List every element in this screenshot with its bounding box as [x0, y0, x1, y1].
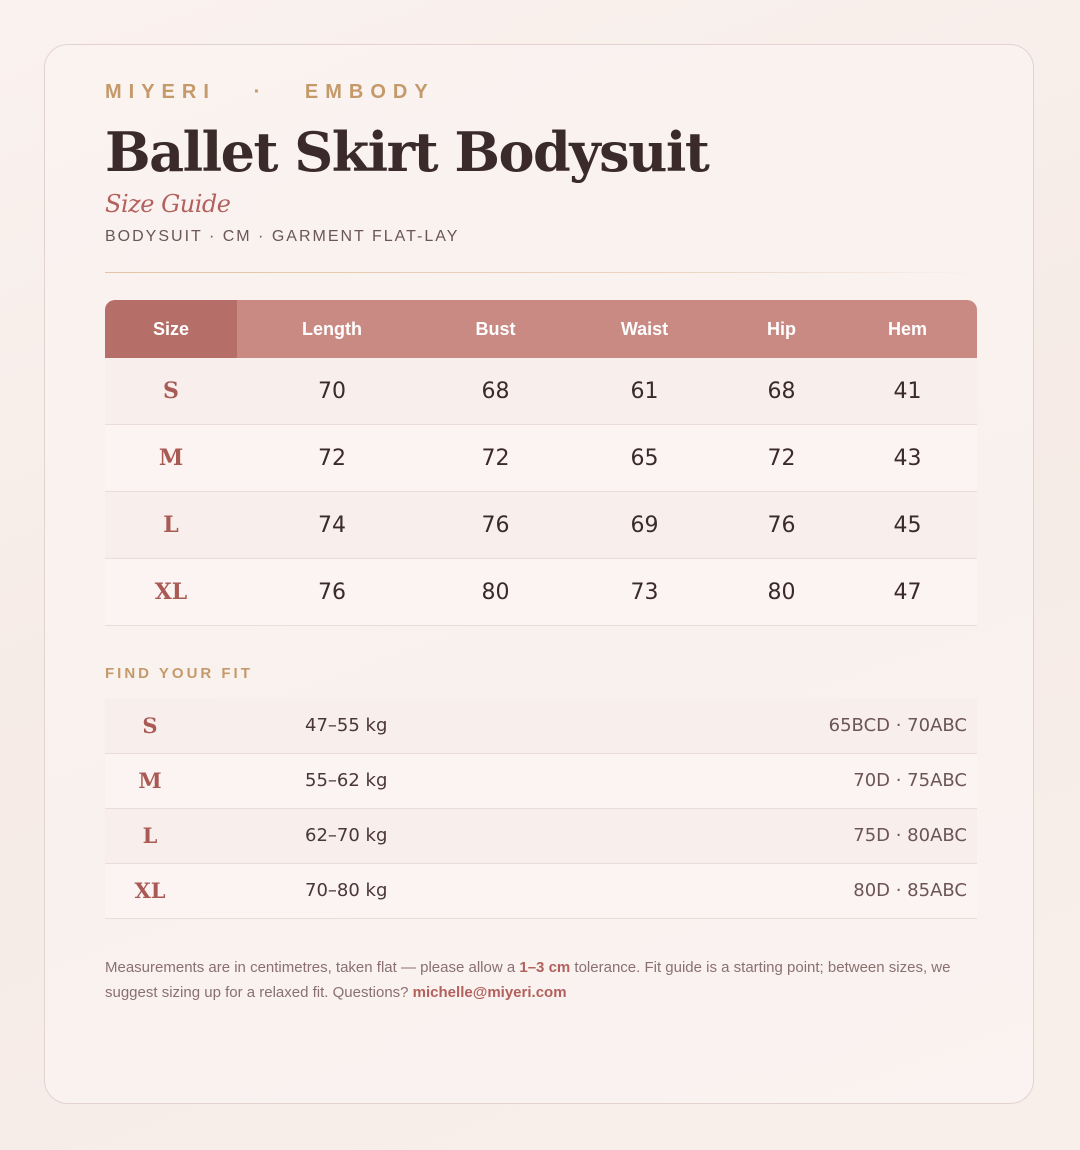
- size-guide-card: [44, 44, 1034, 1104]
- bust-cell: 68: [427, 358, 564, 425]
- size-cell: XL: [105, 559, 237, 626]
- table-row: [105, 492, 977, 559]
- bust-cell: 76: [427, 492, 564, 559]
- fit-weight: 62–70 kg: [305, 825, 388, 846]
- tolerance-highlight: 1–3 cm: [519, 959, 571, 976]
- page-title: Ballet Skirt Bodysuit: [105, 120, 709, 184]
- hip-cell: 80: [725, 559, 838, 626]
- divider: [105, 272, 977, 273]
- footnote-text-2: tolerance. Fit guide is a starting point; between sizes, we suggest sizing up for a relaxed fit. Questions?: [105, 959, 951, 1001]
- size-cell: S: [105, 358, 237, 425]
- table-row: [105, 559, 977, 626]
- fit-size: S: [142, 713, 158, 738]
- size-cell: M: [105, 425, 237, 492]
- bust-cell: 80: [427, 559, 564, 626]
- waist-cell: 65: [564, 425, 725, 492]
- footnote: [105, 955, 977, 1005]
- list-item: [105, 754, 977, 809]
- column-header-hem: Hem: [838, 300, 977, 358]
- bust-cell: 72: [427, 425, 564, 492]
- fit-bra-size: 75D · 80ABC: [853, 825, 967, 846]
- fit-size: XL: [134, 878, 166, 903]
- column-header-waist: Waist: [564, 300, 725, 358]
- column-header-hip: Hip: [725, 300, 838, 358]
- column-header-length: Length: [237, 300, 427, 358]
- length-cell: 76: [237, 559, 427, 626]
- fit-guide-list: [105, 699, 977, 919]
- card-content: [105, 81, 977, 1005]
- size-table: [105, 300, 977, 626]
- size-cell: L: [105, 492, 237, 559]
- contact-email-link[interactable]: michelle@miyeri.com: [412, 984, 567, 1001]
- footnote-text-1: Measurements are in centimetres, taken flat — please allow a: [105, 959, 520, 976]
- hem-cell: 45: [838, 492, 977, 559]
- length-cell: 74: [237, 492, 427, 559]
- hem-cell: 41: [838, 358, 977, 425]
- fit-weight: 47–55 kg: [305, 715, 388, 736]
- table-row: [105, 425, 977, 492]
- fit-bra-size: 65BCD · 70ABC: [828, 715, 967, 736]
- waist-cell: 69: [564, 492, 725, 559]
- brand-label: MIYERI · EMBODY: [105, 81, 435, 103]
- fit-size: M: [138, 768, 162, 793]
- fit-size: L: [142, 823, 158, 848]
- list-item: [105, 809, 977, 864]
- list-item: [105, 699, 977, 754]
- fit-weight: 70–80 kg: [305, 880, 388, 901]
- fit-guide-heading: FIND YOUR FIT: [105, 665, 253, 682]
- column-header-size: Size: [105, 300, 237, 358]
- garment-meta: BODYSUIT · CM · GARMENT FLAT-LAY: [105, 228, 460, 245]
- hip-cell: 76: [725, 492, 838, 559]
- column-header-bust: Bust: [427, 300, 564, 358]
- length-cell: 72: [237, 425, 427, 492]
- fit-weight: 55–62 kg: [305, 770, 388, 791]
- table-row: [105, 358, 977, 425]
- page-subtitle: Size Guide: [105, 190, 231, 218]
- hem-cell: 47: [838, 559, 977, 626]
- size-table-header-row: [105, 300, 977, 358]
- waist-cell: 73: [564, 559, 725, 626]
- fit-bra-size: 70D · 75ABC: [853, 770, 967, 791]
- hem-cell: 43: [838, 425, 977, 492]
- hip-cell: 68: [725, 358, 838, 425]
- waist-cell: 61: [564, 358, 725, 425]
- length-cell: 70: [237, 358, 427, 425]
- hip-cell: 72: [725, 425, 838, 492]
- fit-bra-size: 80D · 85ABC: [853, 880, 967, 901]
- list-item: [105, 864, 977, 919]
